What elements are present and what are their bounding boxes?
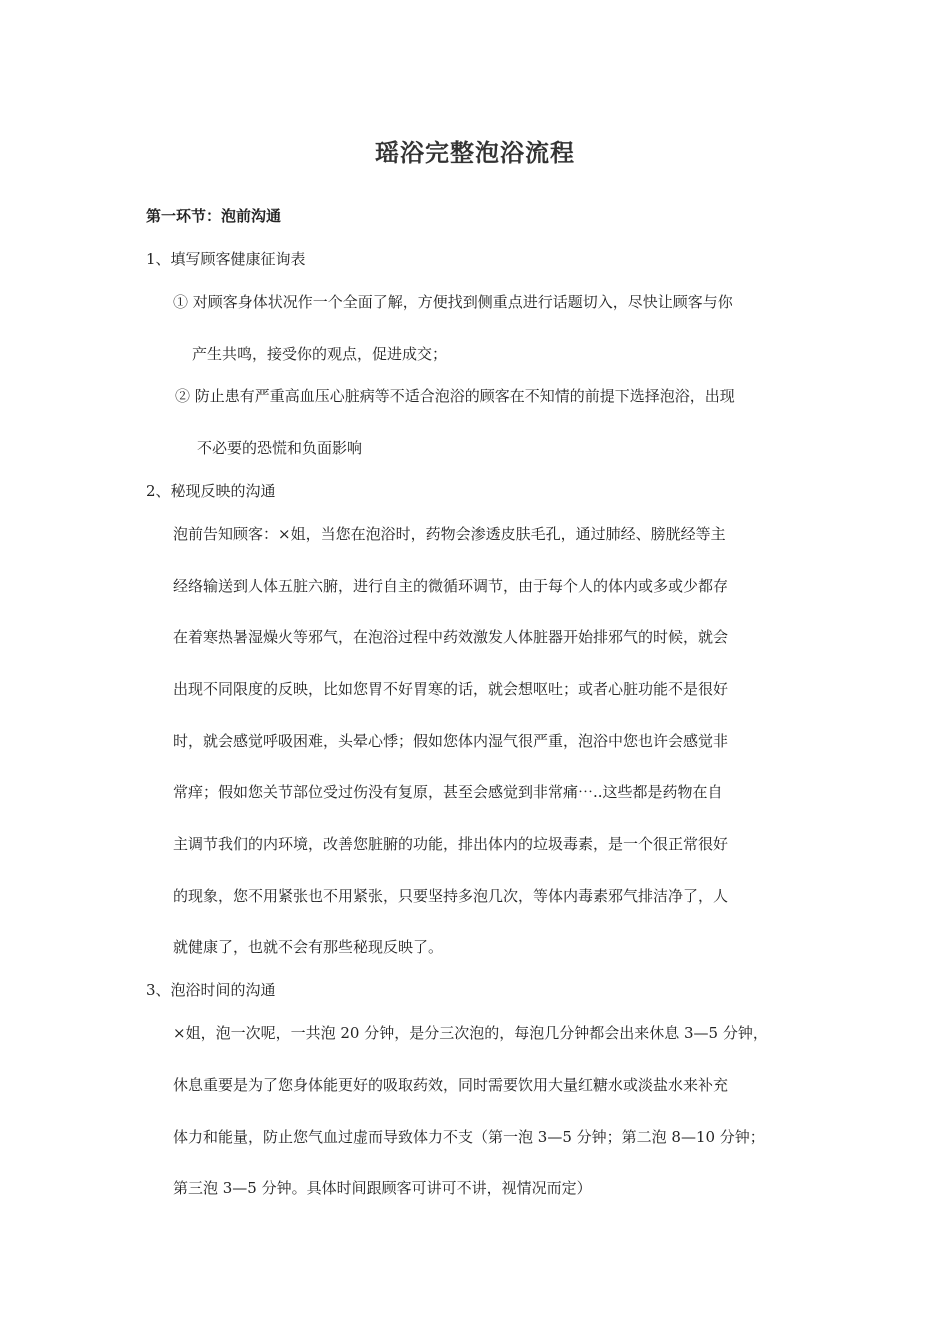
section-heading: 第一环节：泡前沟通 — [146, 207, 282, 225]
paragraph-line: 主调节我们的内环境，改善您脏腑的功能，排出体内的垃圾毒素，是一个很正常很好 — [173, 835, 729, 853]
paragraph-line: 体力和能量，防止您气血过虚而导致体力不支（第一泡 3—5 分钟；第二泡 8—10 分钟； — [173, 1128, 765, 1146]
document-title: 瑶浴完整泡浴流程 — [375, 139, 575, 167]
paragraph-line: 休息重要是为了您身体能更好的吸取药效，同时需要饮用大量红糖水或淡盐水来补充 — [173, 1076, 729, 1094]
paragraph-line: ② 防止患有严重高血压心脏病等不适合泡浴的顾客在不知情的前提下选择泡浴，出现 — [175, 387, 735, 405]
paragraph-line: 在着寒热暑湿燥火等邪气，在泡浴过程中药效激发人体脏器开始排邪气的时候，就会 — [173, 628, 729, 646]
item-heading-3: 3、泡浴时间的沟通 — [146, 981, 276, 999]
paragraph-line: ×姐，泡一次呢，一共泡 20 分钟，是分三次泡的，每泡几分钟都会出来休息 3—5 分钟， — [173, 1024, 768, 1042]
paragraph-line: ① 对顾客身体状况作一个全面了解，方便找到侧重点进行话题切入，尽快让顾客与你 — [173, 293, 733, 311]
paragraph-line: 产生共鸣，接受你的观点，促进成交； — [192, 345, 448, 363]
item-heading-2: 2、秘现反映的沟通 — [146, 482, 276, 500]
paragraph-line: 不必要的恐慌和负面影响 — [197, 439, 363, 457]
paragraph-line: 常痒；假如您关节部位受过伤没有复原，甚至会感觉到非常痛⋯..这些都是药物在自 — [173, 783, 723, 801]
paragraph-line: 就健康了，也就不会有那些秘现反映了。 — [173, 938, 444, 956]
item-heading-1: 1、填写顾客健康征询表 — [146, 250, 306, 268]
paragraph-line: 出现不同限度的反映，比如您胃不好胃寒的话，就会想呕吐；或者心脏功能不是很好 — [173, 680, 729, 698]
paragraph-line: 第三泡 3—5 分钟。具体时间跟顾客可讲可不讲，视情况而定） — [173, 1179, 592, 1197]
paragraph-line: 时，就会感觉呼吸困难，头晕心悸；假如您体内湿气很严重，泡浴中您也许会感觉非 — [173, 732, 729, 750]
paragraph-line: 的现象，您不用紧张也不用紧张，只要坚持多泡几次，等体内毒素邪气排洁净了，人 — [173, 887, 729, 905]
paragraph-line: 经络输送到人体五脏六腑，进行自主的微循环调节，由于每个人的体内或多或少都存 — [173, 577, 729, 595]
paragraph-line: 泡前告知顾客：×姐，当您在泡浴时，药物会渗透皮肤毛孔，通过肺经、膀胱经等主 — [173, 525, 726, 543]
